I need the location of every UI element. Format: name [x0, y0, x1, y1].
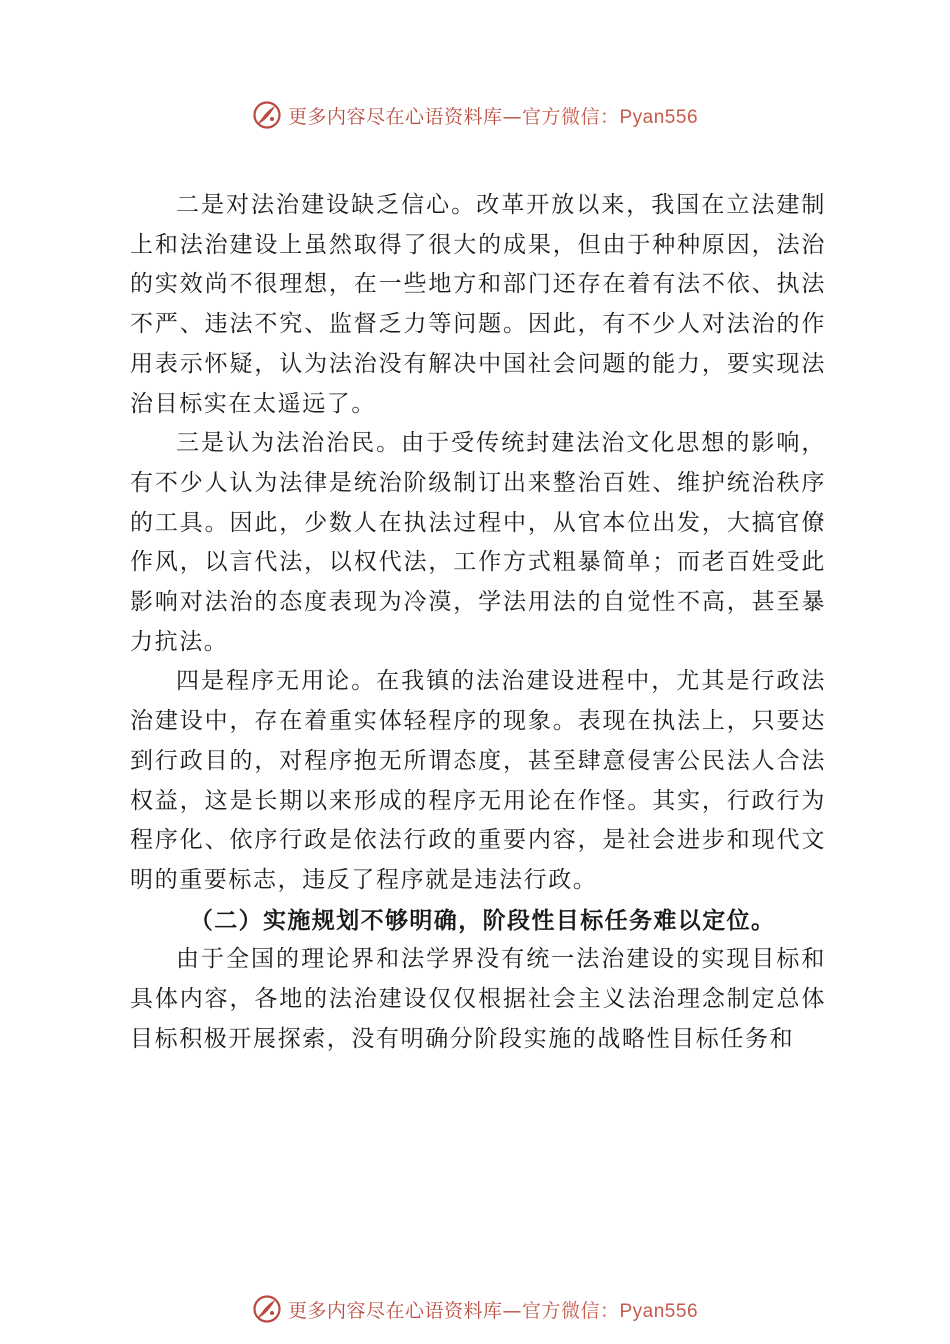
quill-seal-icon: [252, 100, 282, 130]
watermark-wechat-id: Pyan556: [619, 106, 699, 128]
watermark-wechat-label: 官方微信：: [521, 1299, 620, 1322]
paragraph-3: 三是认为法治治民。由于受传统封建法治文化思想的影响，有不少人认为法律是统治阶级制订出来整治百姓、维护统治秩序的工具。因此，少数人在执法过程中，从官本位出发，大搞官僚作风，以言代法，以权代法，工作方式粗暴简单；而老百姓受此影响对法治的态度表现为冷漠，学法用法的自觉性不高，甚至暴力抗法。: [130, 430, 826, 655]
watermark-dash: —: [502, 105, 522, 128]
document-body: [130, 186, 826, 1059]
paragraph-5: 由于全国的理论界和法学界没有统一法治建设的实现目标和具体内容，各地的法治建设仅仅根据社会主义法治理念制定总体目标积极开展探索，没有明确分阶段实施的战略性目标任务和: [130, 946, 826, 1052]
watermark-main: 更多内容尽在心语资料库: [287, 1299, 503, 1322]
watermark-wechat-label: 官方微信：: [521, 105, 620, 128]
paragraph-2: 二是对法治建设缺乏信心。改革开放以来，我国在立法建制上和法治建设上虽然取得了很大的成果，但由于种种原因，法治的实效尚不很理想，在一些地方和部门还存在着有法不依、执法不严、违法不究、监督乏力等问题。因此，有不少人对法治的作用表示怀疑，认为法治没有解决中国社会问题的能力，要实现法治目标实在太遥远了。: [130, 192, 826, 417]
watermark-text: [288, 1296, 698, 1323]
section-heading: （二）实施规划不够明确，阶段性目标任务难以定位。: [189, 906, 776, 934]
paragraph-4: 四是程序无用论。在我镇的法治建设进程中，尤其是行政法治建设中，存在着重实体轻程序的现象。表现在执法上，只要达到行政目的，对程序抱无所谓态度，甚至肆意侵害公民法人合法权益，这是长期以来形成的程序无用论在作怪。其实，行政行为程序化、依序行政是依法行政的重要内容，是社会进步和现代文明的重要标志，违反了程序就是违法行政。: [130, 668, 826, 893]
quill-seal-icon: [252, 1294, 282, 1324]
footer-watermark: [0, 1289, 950, 1329]
header-watermark: [0, 95, 950, 135]
watermark-main: 更多内容尽在心语资料库: [287, 105, 503, 128]
watermark-wechat-id: Pyan556: [619, 1300, 699, 1322]
watermark-dash: —: [502, 1299, 522, 1322]
watermark-text: [288, 102, 698, 129]
